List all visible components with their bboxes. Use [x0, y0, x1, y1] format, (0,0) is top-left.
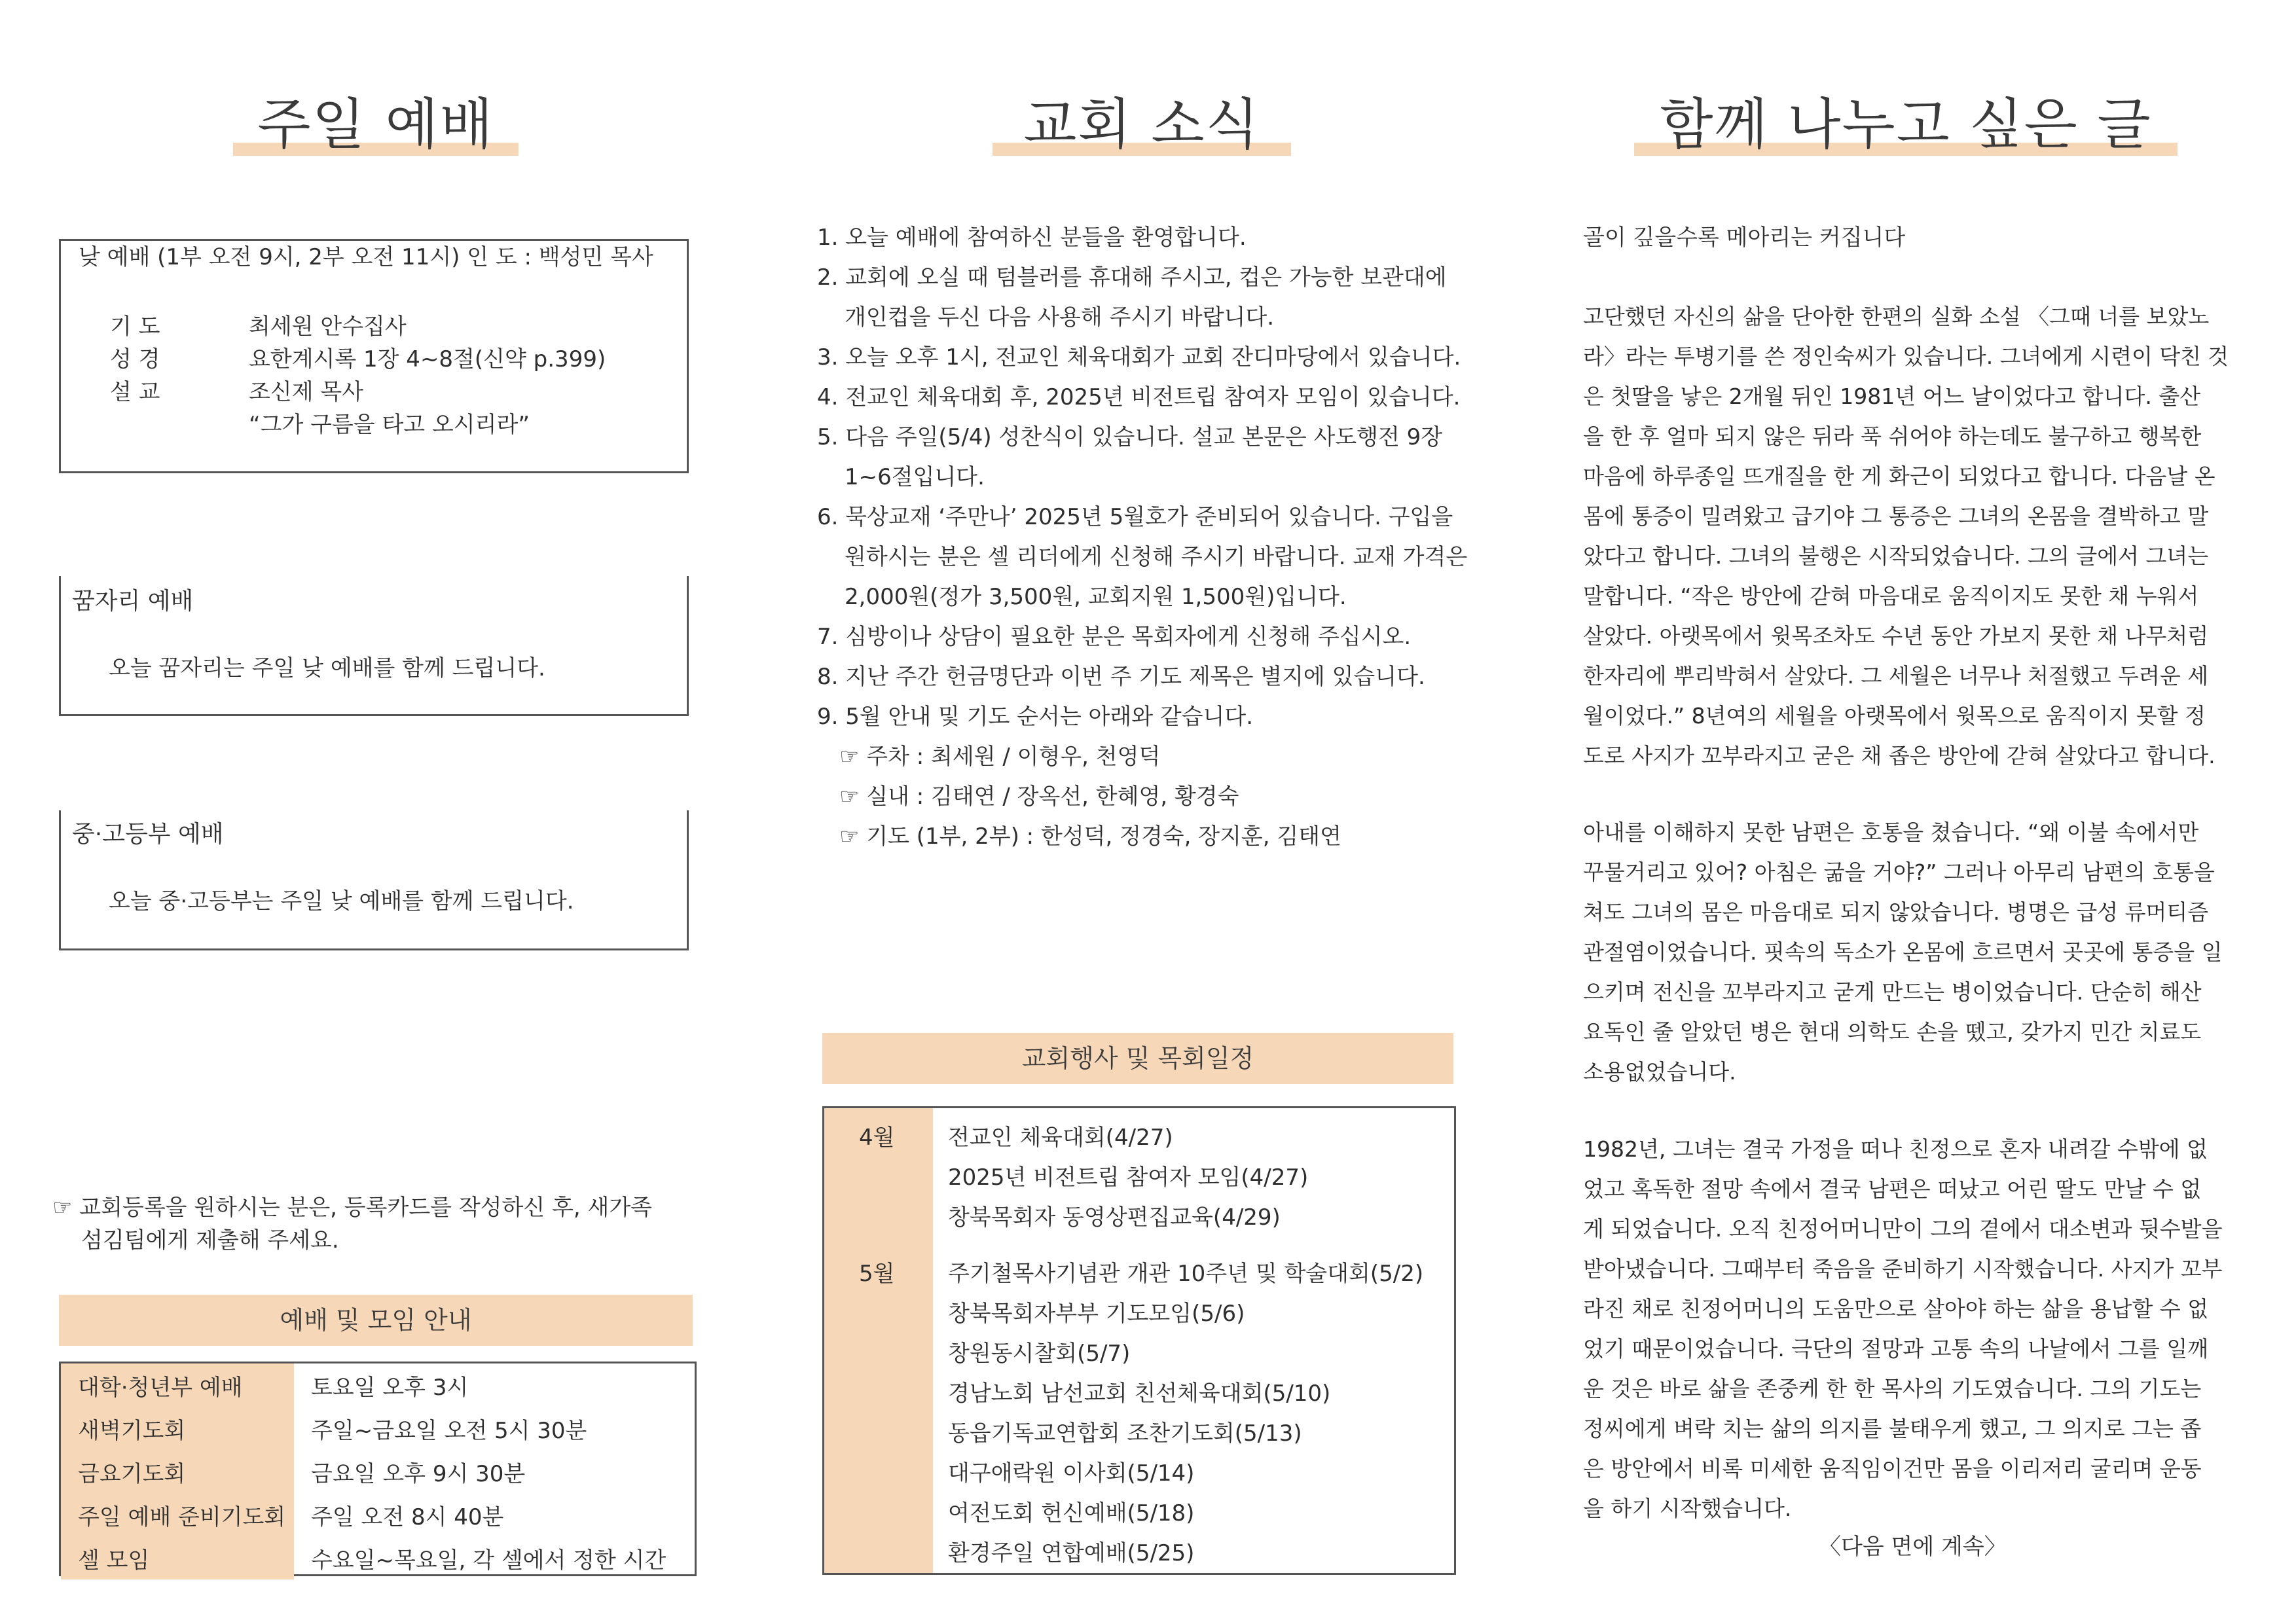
kids-service-box — [59, 576, 689, 716]
essay-line: 한자리에 뿌리박혀서 살았다. 그 세월은 너무나 처절했고 두려운 세 — [1583, 663, 2209, 689]
news-line: 1~6절입니다. — [845, 464, 985, 490]
news-line: 4. 전교인 체육대회 후, 2025년 비전트립 참여자 모임이 있습니다. — [817, 384, 1461, 410]
essay-line: 었고 혹독한 절망 속에서 결국 남편은 떠났고 어린 딸도 만날 수 없 — [1583, 1176, 2202, 1202]
event-item: 주기철목사기념관 개관 10주년 및 학술대회(5/2) — [948, 1261, 1424, 1287]
essay-line: 말합니다. “작은 방안에 갇혀 마음대로 움직이지도 못한 채 누워서 — [1583, 583, 2199, 609]
essay-subtitle: 골이 깊을수록 메아리는 커집니다 — [1583, 225, 1906, 251]
essay-line: 요독인 줄 알았던 병은 현대 의학도 손을 뗐고, 갖가지 민간 치료도 — [1583, 1019, 2202, 1045]
essay-line: 았다고 합니다. 그녀의 불행은 시작되었습니다. 그의 글에서 그녀는 — [1583, 543, 2209, 569]
news-line: 9. 5월 안내 및 기도 순서는 아래와 같습니다. — [817, 704, 1254, 730]
event-item: 경남노회 남선교회 친선체육대회(5/10) — [948, 1380, 1331, 1407]
essay-line: 관절염이었습니다. 핏속의 독소가 온몸에 흐르면서 곳곳에 통증을 일 — [1583, 939, 2223, 965]
youth-service-text: 오늘 중·고등부는 주일 낮 예배를 함께 드립니다. — [109, 888, 574, 914]
events-month-column — [824, 1108, 933, 1573]
left-heading-text: 주일 예배 — [257, 92, 494, 156]
schedule-label: 대학·청년부 예배 — [61, 1363, 294, 1407]
may-label: 5월 — [859, 1261, 895, 1287]
essay-line: 은 방안에서 비록 미세한 움직임이건만 몸을 이리저리 굴리며 운동 — [1583, 1456, 2202, 1481]
essay-line: 고단했던 자신의 삶을 단아한 한편의 실화 소설 〈그때 너를 보았노 — [1583, 304, 2210, 329]
table-row — [61, 1450, 695, 1493]
events-title: 교회행사 및 목회일정 — [822, 1033, 1453, 1084]
event-item: 환경주일 연합예배(5/25) — [948, 1540, 1195, 1566]
sermon-label: 설 교 — [110, 379, 160, 405]
schedule-label: 새벽기도회 — [61, 1407, 294, 1450]
essay-paragraph-1 — [1583, 300, 2229, 779]
essay-line: 을 한 후 얼마 되지 않은 뒤라 푹 쉬어야 하는데도 불구하고 행복한 — [1583, 424, 2202, 449]
event-item: 창북목회자부부 기도모임(5/6) — [948, 1301, 1245, 1327]
essay-line: 살았다. 아랫목에서 윗목조차도 수년 동안 가보지 못한 채 나무처럼 — [1583, 623, 2209, 649]
essay-line: 운 것은 바로 삶을 존중케 한 한 목사의 기도였습니다. 그의 기도는 — [1583, 1376, 2202, 1401]
youth-service-title: 중·고등부 예배 — [72, 821, 224, 848]
event-item: 2025년 비전트립 참여자 모임(4/27) — [948, 1164, 1309, 1191]
kids-service-text: 오늘 꿈자리는 주일 낮 예배를 함께 드립니다. — [109, 655, 545, 681]
right-heading — [1634, 92, 2178, 157]
essay-line: 도로 사지가 꼬부라지고 굳은 채 좁은 방안에 갇혀 살았다고 합니다. — [1583, 743, 2215, 768]
essay-line: 게 되었습니다. 오직 친정어머니만이 그의 곁에서 대소변과 뒷수발을 — [1583, 1216, 2223, 1242]
scripture-value: 요한계시록 1장 4~8절(신약 p.399) — [249, 346, 606, 372]
essay-line: 마음에 하루종일 뜨개질을 한 게 화근이 되었다고 합니다. 다음날 온 — [1583, 463, 2215, 489]
essay-line: 1982년, 그녀는 결국 가정을 떠나 친정으로 혼자 내려갈 수밖에 없 — [1583, 1136, 2208, 1162]
register-note-line1: ☞ 교회등록을 원하시는 분은, 등록카드를 작성하신 후, 새가족 — [52, 1195, 653, 1221]
middle-heading — [993, 92, 1291, 157]
essay-line: 정씨에게 벼락 치는 삶의 의지를 불태우게 했고, 그 의지로 그는 좁 — [1583, 1416, 2202, 1441]
event-item: 동읍기독교연합회 조찬기도회(5/13) — [948, 1420, 1302, 1447]
news-line: ☞ 주차 : 최세원 / 이형우, 천영덕 — [839, 744, 1161, 770]
news-line: 1. 오늘 예배에 참여하신 분들을 환영합니다. — [817, 225, 1247, 251]
prayer-value: 최세원 안수집사 — [249, 314, 407, 340]
essay-line: 받아냈습니다. 그때부터 죽음을 준비하기 시작했습니다. 사지가 꼬부 — [1583, 1256, 2223, 1282]
essay-line: 쳐도 그녀의 몸은 마음대로 되지 않았습니다. 병명은 급성 류머티즘 — [1583, 899, 2209, 925]
news-line: ☞ 실내 : 김태연 / 장옥선, 한혜영, 황경숙 — [839, 784, 1239, 810]
april-label: 4월 — [859, 1125, 895, 1151]
event-item: 창북목회자 동영상편집교육(4/29) — [948, 1204, 1281, 1231]
essay-line: 었기 때문이었습니다. 극단의 절망과 고통 속의 나날에서 그를 일깨 — [1583, 1336, 2209, 1362]
prayer-label: 기 도 — [110, 314, 160, 340]
essay-line: 으키며 전신을 꼬부라지고 굳게 만드는 병이었습니다. 단순히 해산 — [1583, 979, 2202, 1005]
right-heading-text: 함께 나누고 싶은 글 — [1660, 92, 2152, 156]
sermon-value: 조신제 목사 — [249, 379, 364, 405]
essay-paragraph-2 — [1583, 816, 2229, 1095]
essay-line: 월이었다.” 8년여의 세월을 아랫목에서 윗목으로 움직이지 못할 정 — [1583, 703, 2206, 729]
essay-line: 을 하기 시작했습니다. — [1583, 1496, 1792, 1521]
sermon-title: “그가 구름을 타고 오시리라” — [249, 412, 530, 438]
schedule-table — [61, 1363, 695, 1579]
news-line: 개인컵을 두신 다음 사용해 주시기 바랍니다. — [845, 304, 1275, 331]
register-note-line2: 섬김팀에게 제출해 주세요. — [81, 1227, 339, 1254]
schedule-title: 예배 및 모임 안내 — [59, 1295, 693, 1346]
schedule-label: 금요기도회 — [61, 1450, 294, 1493]
essay-line: 아내를 이해하지 못한 남편은 호통을 쳤습니다. “왜 이불 속에서만 — [1583, 820, 2199, 845]
youth-service-box — [59, 810, 689, 950]
schedule-label: 주일 예배 준비기도회 — [61, 1493, 294, 1536]
essay-line: 몸에 통증이 밀려왔고 급기야 그 통증은 그녀의 온몸을 결박하고 말 — [1583, 503, 2209, 529]
schedule-value: 금요일 오후 9시 30분 — [311, 1460, 526, 1487]
news-line: 5. 다음 주일(5/4) 성찬식이 있습니다. 설교 본문은 사도행전 9장 — [817, 424, 1443, 450]
table-row — [61, 1493, 695, 1536]
schedule-value: 주일~금요일 오전 5시 30분 — [311, 1417, 587, 1444]
table-row — [61, 1363, 695, 1407]
schedule-label: 셀 모임 — [61, 1536, 294, 1579]
schedule-value: 토요일 오후 3시 — [311, 1374, 469, 1401]
middle-heading-text: 교회 소식 — [1023, 92, 1260, 156]
news-line: 원하시는 분은 셀 리더에게 신청해 주시기 바랍니다. 교재 가격은 — [845, 544, 1468, 570]
continued-note: 〈다음 면에 계속〉 — [1819, 1534, 2007, 1560]
event-item: 대구애락원 이사회(5/14) — [948, 1460, 1195, 1487]
essay-paragraph-3 — [1583, 1132, 2229, 1532]
scripture-label: 성 경 — [110, 346, 160, 372]
news-line: 2,000원(정가 3,500원, 교회지원 1,500원)입니다. — [845, 584, 1347, 610]
essay-line: 은 첫딸을 낳은 2개월 뒤인 1981년 어느 날이었다고 합니다. 출산 — [1583, 384, 2201, 409]
kids-service-title: 꿈자리 예배 — [72, 588, 194, 615]
table-row — [61, 1536, 695, 1579]
news-line: 6. 묵상교재 ‘주만나’ 2025년 5월호가 준비되어 있습니다. 구입을 — [817, 504, 1453, 530]
news-line: 2. 교회에 오실 때 텀블러를 휴대해 주시고, 컵은 가능한 보관대에 — [817, 264, 1447, 291]
news-line: ☞ 기도 (1부, 2부) : 한성덕, 정경숙, 장지훈, 김태연 — [839, 823, 1341, 850]
news-line: 7. 심방이나 상담이 필요한 분은 목회자에게 신청해 주십시오. — [817, 624, 1412, 650]
essay-line: 소용없었습니다. — [1583, 1059, 1736, 1085]
schedule-value: 수요일~목요일, 각 셀에서 정한 시간 — [311, 1547, 666, 1574]
event-item: 전교인 체육대회(4/27) — [948, 1125, 1173, 1151]
day-service-title: 낮 예배 (1부 오전 9시, 2부 오전 11시) 인 도 : 백성민 목사 — [72, 241, 660, 274]
table-row — [61, 1407, 695, 1450]
left-heading — [233, 92, 519, 157]
event-item: 창원동시찰회(5/7) — [948, 1341, 1131, 1367]
essay-line: 라진 채로 친정어머니의 도움만으로 살아야 하는 삶을 용납할 수 없 — [1583, 1296, 2209, 1322]
essay-line: 라〉라는 투병기를 쓴 정인숙씨가 있습니다. 그녀에게 시련이 닥친 것 — [1583, 344, 2229, 369]
news-line: 8. 지난 주간 헌금명단과 이번 주 기도 제목은 별지에 있습니다. — [817, 664, 1425, 690]
news-line: 3. 오늘 오후 1시, 전교인 체육대회가 교회 잔디마당에서 있습니다. — [817, 344, 1461, 370]
essay-line: 꾸물거리고 있어? 아침은 굶을 거야?” 그러나 아무리 남편의 호통을 — [1583, 859, 2215, 885]
schedule-value: 주일 오전 8시 40분 — [311, 1504, 504, 1530]
event-item: 여전도회 헌신예배(5/18) — [948, 1500, 1195, 1526]
